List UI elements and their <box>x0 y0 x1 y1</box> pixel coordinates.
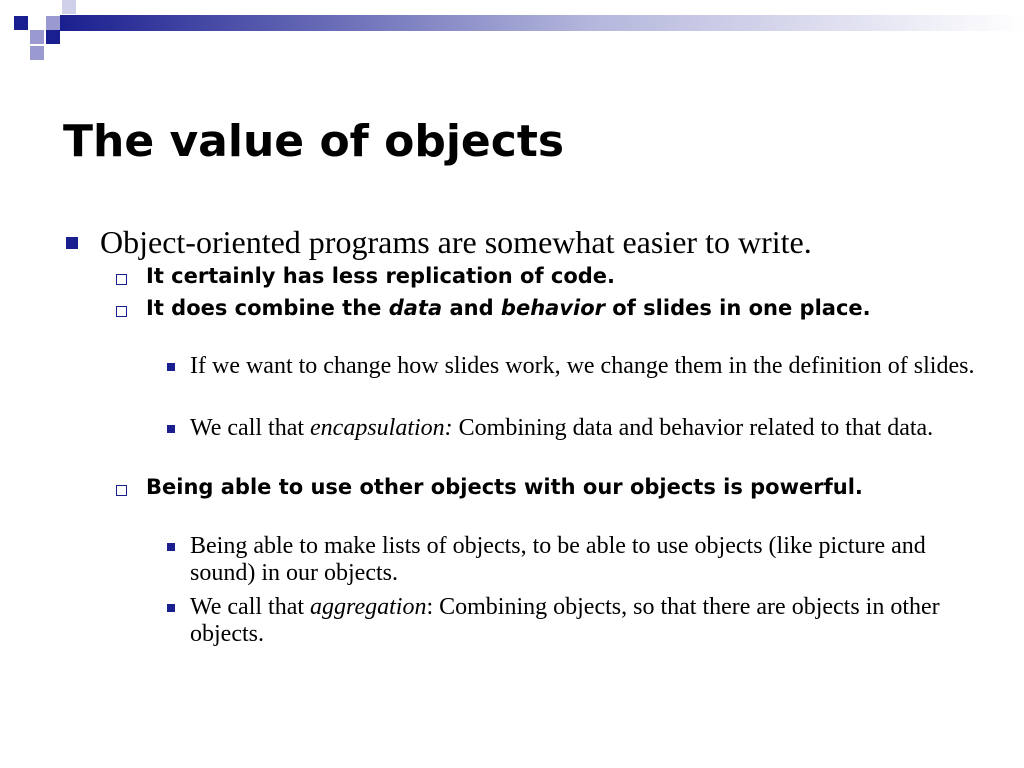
slide-title: The value of objects <box>63 116 565 167</box>
bullet-sub-1: It certainly has less replication of code. <box>146 264 616 288</box>
bullet-detail-4: We call that aggregation: Combining objects, so that there are objects in other objects. <box>190 594 940 647</box>
square-bullet-icon <box>167 543 175 551</box>
hollow-square-bullet-icon <box>116 306 127 317</box>
term-encapsulation: encapsulation: <box>310 415 453 441</box>
hollow-square-bullet-icon <box>116 274 127 285</box>
bullet-detail-2: We call that encapsulation: Combining data and behavior related to that data. <box>190 415 934 441</box>
term-data: data <box>388 296 443 320</box>
square-bullet-icon <box>66 237 78 249</box>
bullet-sub-2: It does combine the data and behavior of slides in one place. <box>146 296 871 320</box>
bullet-sub-3: Being able to use other objects with our objects is powerful. <box>146 475 863 499</box>
square-bullet-icon <box>167 425 175 433</box>
term-aggregation: aggregation <box>310 594 427 620</box>
bullet-detail-3: Being able to make lists of objects, to be able to use objects (like picture and sound) in our objects. <box>190 533 926 586</box>
hollow-square-bullet-icon <box>116 485 127 496</box>
bullet-main: Object-oriented programs are somewhat easier to write. <box>100 224 812 260</box>
term-behavior: behavior <box>500 296 605 320</box>
bullet-detail-1: If we want to change how slides work, we change them in the definition of slides. <box>190 353 975 379</box>
square-bullet-icon <box>167 604 175 612</box>
square-bullet-icon <box>167 363 175 371</box>
